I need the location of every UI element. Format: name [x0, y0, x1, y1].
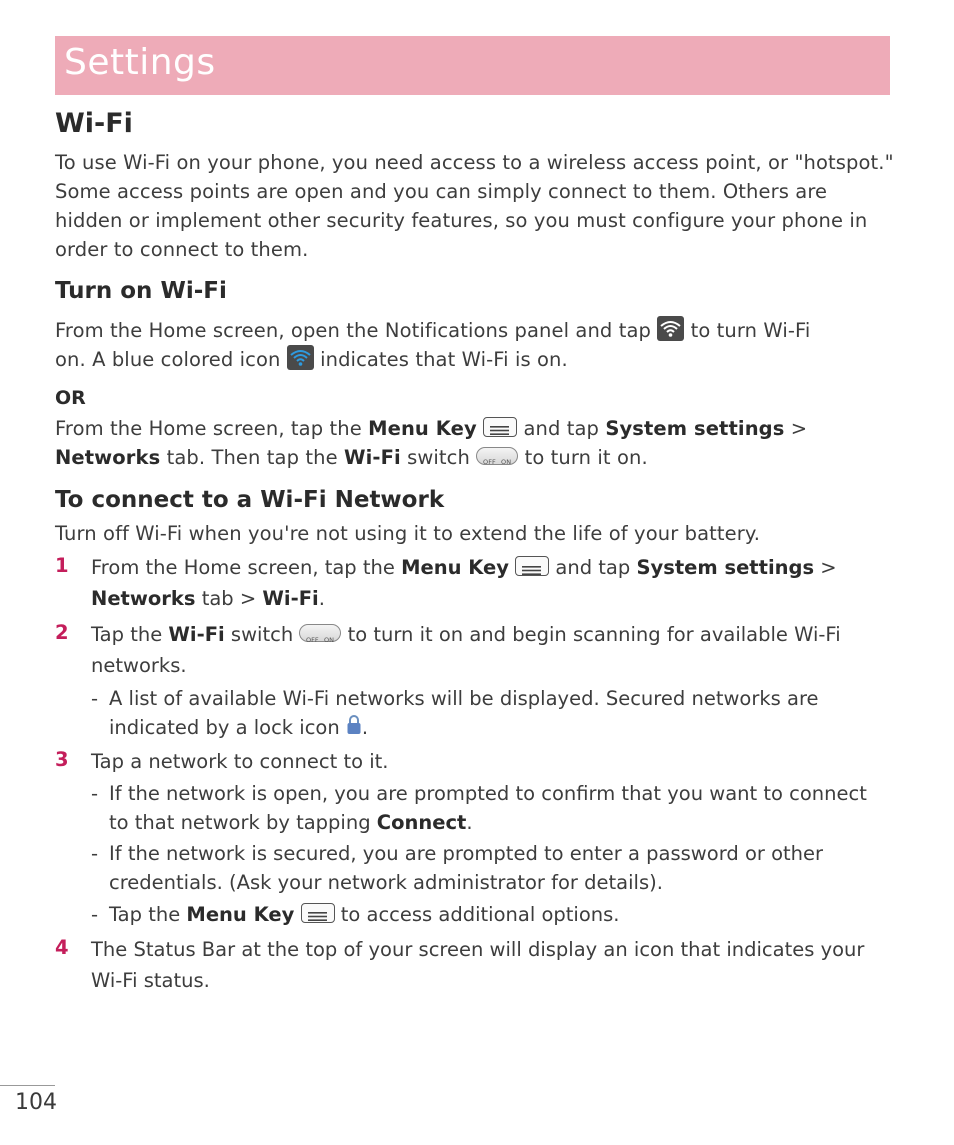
- text: and tap: [523, 417, 599, 440]
- text: From the Home screen, open the Notifications panel and tap: [55, 319, 651, 342]
- menu-key-icon: [515, 556, 549, 576]
- step-number: 4: [55, 936, 69, 959]
- text: to turn it on and begin scanning for available Wi-Fi networks.: [91, 623, 841, 677]
- step-2-sub-1: [91, 684, 881, 742]
- dash: -: [91, 842, 99, 865]
- connect-intro: Turn off Wi-Fi when you're not using it to extend the life of your battery.: [55, 522, 760, 545]
- turn-on-paragraph-2: [55, 414, 895, 472]
- menu-key-label: Menu Key: [186, 903, 295, 926]
- wifi-label: Wi-Fi: [343, 446, 401, 469]
- step-number: 3: [55, 748, 69, 771]
- text: to access additional options.: [340, 903, 620, 926]
- switch-off-text: OFF: [306, 635, 319, 644]
- text: .: [361, 716, 369, 739]
- text: on. A blue colored icon: [55, 348, 281, 371]
- menu-key-icon: [301, 903, 335, 923]
- step-3: Tap a network to connect to it.: [91, 750, 389, 773]
- section-title: Wi-Fi: [55, 108, 133, 139]
- networks-label: Networks: [55, 446, 161, 469]
- networks-label: Networks: [91, 587, 196, 610]
- text: tab >: [201, 587, 257, 610]
- page-number: 104: [15, 1090, 57, 1115]
- step-number: 2: [55, 621, 69, 644]
- step-3-sub-2: [91, 839, 881, 897]
- step-4: The Status Bar at the top of your screen will display an icon that indicates your Wi-Fi status.: [91, 938, 865, 992]
- page-title: Settings: [64, 42, 216, 83]
- text: Tap the: [91, 623, 163, 646]
- step-number: 1: [55, 554, 69, 577]
- text: indicates that Wi-Fi is on.: [320, 348, 568, 371]
- system-settings-label: System settings: [605, 417, 785, 440]
- lock-icon: [346, 714, 362, 736]
- dash: -: [91, 903, 99, 926]
- text: switch: [407, 446, 470, 469]
- wifi-on-icon: [287, 345, 314, 370]
- header-banner: [55, 36, 890, 95]
- text: to turn it on.: [524, 446, 648, 469]
- text: to turn Wi-Fi: [690, 319, 811, 342]
- switch-on-text: ON: [501, 457, 512, 466]
- dash: -: [91, 687, 99, 710]
- wifi-icon: [657, 316, 684, 341]
- toggle-switch-icon: [476, 447, 518, 465]
- text: Tap the: [109, 903, 181, 926]
- connect-label: Connect: [376, 811, 467, 834]
- step-1: [91, 552, 891, 614]
- step-3-sub-1: [91, 779, 881, 837]
- wifi-label: Wi-Fi: [262, 587, 319, 610]
- text: >: [820, 556, 837, 579]
- menu-key-label: Menu Key: [368, 417, 477, 440]
- step-2: [91, 619, 891, 681]
- text: .: [318, 587, 325, 610]
- system-settings-label: System settings: [636, 556, 815, 579]
- text: switch: [230, 623, 294, 646]
- connect-title: To connect to a Wi-Fi Network: [55, 487, 445, 513]
- text: If the network is secured, you are prompted to enter a password or other credentials. (Ask your network administrator for details).: [109, 842, 824, 894]
- text: From the Home screen, tap the: [55, 417, 362, 440]
- menu-key-icon: [483, 417, 517, 437]
- text: A list of available Wi-Fi networks will be displayed. Secured networks are indicated by a lock icon: [109, 687, 819, 739]
- switch-on-text: ON: [324, 635, 335, 644]
- step-3-sub-3: [91, 900, 881, 929]
- menu-key-label: Menu Key: [401, 556, 509, 579]
- turn-on-paragraph: [55, 316, 895, 374]
- text: From the Home screen, tap the: [91, 556, 395, 579]
- wifi-label: Wi-Fi: [168, 623, 225, 646]
- text: If the network is open, you are prompted to confirm that you want to connect to that network by tapping: [109, 782, 867, 834]
- page-number-rule: [0, 1085, 55, 1086]
- text: >: [790, 417, 808, 440]
- text: tab. Then tap the: [166, 446, 338, 469]
- text: and tap: [555, 556, 631, 579]
- turn-on-title: Turn on Wi-Fi: [55, 278, 227, 304]
- switch-off-text: OFF: [483, 457, 497, 466]
- toggle-switch-icon: [299, 624, 341, 642]
- text: .: [466, 811, 473, 834]
- section-intro: To use Wi-Fi on your phone, you need access to a wireless access point, or "hotspot." Some access points are open and you can simply connect to them. Others are hidden or implement other security features, so you must configure your phone in order to connect to them.: [55, 151, 894, 261]
- or-label: OR: [55, 387, 86, 409]
- dash: -: [91, 782, 99, 805]
